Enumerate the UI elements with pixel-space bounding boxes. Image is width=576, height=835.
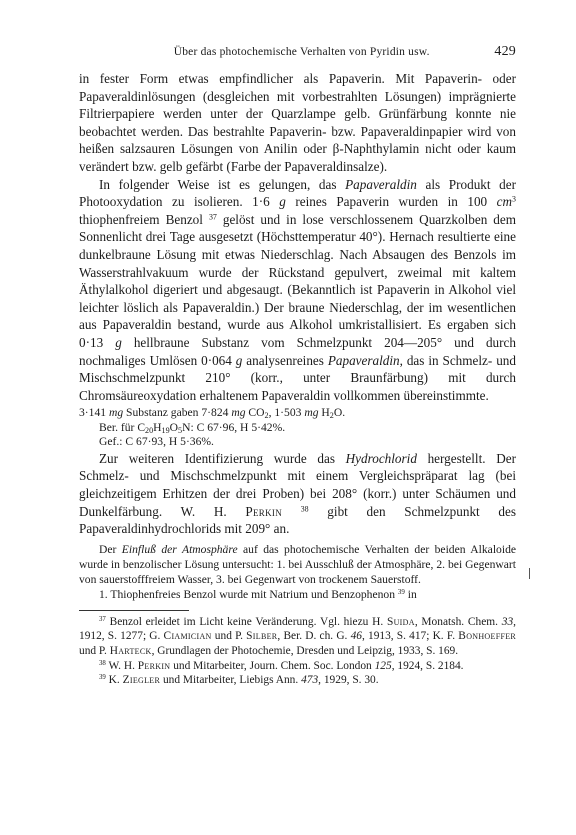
unit: g: [115, 334, 122, 350]
emphasis-papaveraldin: Papaveraldin: [345, 176, 417, 192]
footnote-37: $^{37}$ Benzol erleidet im Licht keine Veränderung. Vgl. hiezu H. Suida, Monatsh. Chem. 33, 1912, S. 1277; G. Ciamician und P. Silber, Ber. D. ch. G. 46, 1913, S. 417; K. F. Bonhoeffer und P. Harteck, Grundlagen der Photochemie, Dresden und Leipzig, 1933, S. 169.: [79, 615, 517, 657]
paragraph-2: [79, 176, 516, 405]
page-header: [79, 44, 516, 70]
analysis-line-1: 3·141 mg Substanz gaben 7·824 mg $CO_2$, 1·503 mg $H_2O$.: [79, 406, 346, 421]
unit: g: [279, 194, 286, 210]
paragraph-4: [79, 542, 516, 587]
emphasis-hydrochlorid: Hydrochlorid: [345, 450, 417, 466]
text-run: in: [404, 587, 417, 601]
footnote-39: $^{39}$ K. Ziegler und Mitarbeiter, Liebigs Ann. 473, 1929, S. 30.: [99, 674, 379, 687]
page: [79, 44, 516, 688]
text-run: auf das photochemische Verhalten der beiden Alkaloide wurde in benzolischer Lösung untersucht: 1. bei Ausschluß der Atmosphäre, 2. bei Gegenwart von sauerstofffreiem Wasser, 3. bei Gegenwart von trockenem Sauerstoff.: [79, 542, 517, 586]
text-run: gelöst und in lose verschlossenem Quarzkolben dem Sonnenlicht drei Tage ausgesetzt (Höchsttemperatur 40°). Hernach resultierte eine dunkelbraune Lösung mit etwas Niederschlag. Nach Absaugen des Benzols im Wasserstrahlvakuum wurde der Rückstand gepulvert, zweimal mit kaltem Äthylalkohol digeriert und abgesaugt. (Bekanntlich ist Papaverin in Alkohol viel leichter löslich als Papaveraldin.) Der braune Niederschlag, der im wesentlichen aus Papaveraldin bestand, wurde aus Alkohol umkristallisiert. Es ergaben sich 0·13: [79, 211, 516, 350]
footnote-rule: [79, 610, 189, 611]
text-run: gibt den Schmelzpunkt des Papaveraldinhydrochlorids mit 209° an.: [79, 503, 516, 537]
text-run: als Produkt der Photooxydation zu isolieren. 1·6: [79, 176, 516, 210]
text-run: 1. Thiophenfreies Benzol wurde mit Natrium und Benzophenon: [99, 587, 398, 601]
footnote-number: 39: [99, 674, 106, 682]
unit-exponent: 3: [512, 194, 516, 204]
running-title: Über das photochemische Verhalten von Pyridin usw.: [173, 46, 430, 58]
paragraph-3: [79, 450, 516, 538]
paragraph-5: [79, 587, 516, 602]
text-run: reines Papaverin wurden in 100: [285, 194, 497, 210]
footnote-ref-38: 38: [300, 503, 309, 513]
text-run: , das in Schmelz- und Mischschmelzpunkt 210° (korr., unter Braunfärbung) mit durch Chromsäureoxydation erhaltenem Papaveraldin vollkommen übereinstimmte.: [79, 352, 516, 403]
emphasis-papaveraldin: Papaveraldin: [327, 352, 400, 368]
text-run: Zur weiteren Identifizierung wurde das: [99, 450, 346, 466]
paragraph-1: in fester Form etwas empfindlicher als Papaverin. Mit Papaverin- oder Papaveraldinlösungen (desgleichen mit vorbestrahlten Lösungen) imprägnierte Filtrierpapiere werden unter der Quarzlampe gelb. Grünfärbung konnte nie beobachtet werden. Das bestrahlte Papaverin- bzw. Papaveraldinpapier wird von heißen salzsauren Lösungen von Anilin oder β-Naphthylamin nicht oder kaum verändert bzw. gelb gefärbt (Farbe der Papaveraldinsalze).: [79, 71, 516, 174]
analysis-block: [79, 406, 516, 450]
analysis-line-found: Gef.: C 67·93, H 5·36%.: [99, 435, 214, 449]
footnotes: [79, 615, 516, 688]
footnote-ref-39: 39: [397, 587, 405, 596]
analysis-line-calculated: Ber. für $C_{20}H_{19}O_5N$: C 67·96, H 5·42%.: [99, 420, 286, 435]
text-run: hellbraune Substanz vom Schmelzpunkt 204—205° und durch nochmaliges Umlösen 0·064: [79, 334, 516, 368]
text-run: In folgender Weise ist es gelungen, das: [99, 176, 346, 192]
text-run: Der: [99, 542, 122, 556]
footnote-ref-37: 37: [208, 212, 217, 221]
footnote-number: 38: [99, 659, 106, 667]
unit: g: [235, 352, 243, 368]
unit: cm: [496, 194, 513, 210]
author-name: Perkin: [245, 503, 282, 519]
text-run: analysenreines: [242, 352, 328, 368]
page-number: 429: [494, 44, 516, 59]
footnote-number: 37: [99, 615, 106, 623]
footnote-38: $^{38}$ W. H. Perkin und Mitarbeiter, Journ. Chem. Soc. London 125, 1924, S. 2184.: [99, 659, 464, 672]
margin-mark: [529, 568, 530, 579]
main-text: [79, 70, 516, 538]
emphasis-atmosphaere: Einfluß der Atmosphäre: [121, 542, 238, 556]
text-run: hergestellt. Der Schmelz- und Mischschmelzpunkt mit einem Vergleichspräparat lag (bei gleichzeitigem Erhitzen der drei Proben) bei 208° (korr.) unter Schäumen und Dunkelfärbung. W. H.: [79, 450, 516, 519]
small-print-section: [79, 542, 516, 602]
text-run: thiophenfreiem Benzol: [79, 211, 209, 227]
